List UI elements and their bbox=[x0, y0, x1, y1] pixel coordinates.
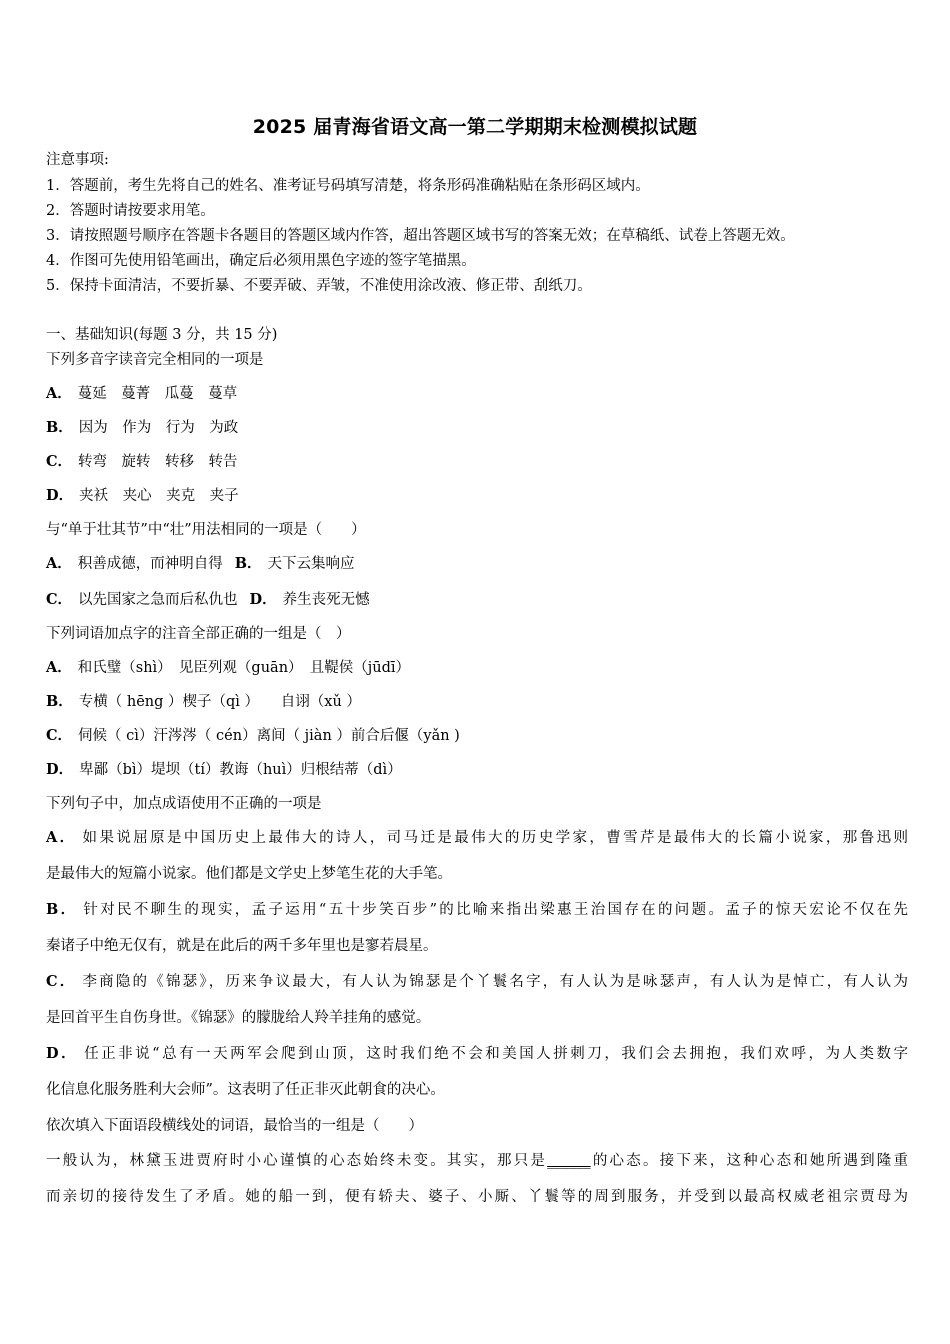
option-text: 和氏璧（shì） 见臣列观（guān） 且鞮侯（jūdī） bbox=[77, 660, 411, 676]
option-label: D． bbox=[46, 761, 74, 778]
option-text: 夹袄 夹心 夹克 夹子 bbox=[79, 488, 239, 504]
question-option bbox=[46, 972, 908, 992]
option-continuation: 是最伟大的短篇小说家。他们都是文学史上梦笔生花的大手笔。 bbox=[46, 866, 452, 882]
option-label: C． bbox=[46, 591, 73, 608]
question-stem: 与“单于壮其节”中“壮”用法相同的一项是（ ） bbox=[46, 522, 366, 538]
question-option bbox=[46, 760, 908, 780]
option-continuation: 秦诸子中绝无仅有，就是在此后的两千多年里也是寥若晨星。 bbox=[46, 938, 438, 954]
option-label: C． bbox=[46, 727, 73, 744]
option-label: D． bbox=[46, 1045, 79, 1062]
question-option-row bbox=[46, 590, 908, 610]
option-text: 转弯 旋转 转移 转告 bbox=[78, 454, 238, 470]
notice-item: 4．作图可先使用铅笔画出，确定后必须用黑色字迹的签字笔描黑。 bbox=[46, 253, 476, 269]
option-text: 积善成德，而神明自得 bbox=[77, 556, 223, 572]
option-label: C． bbox=[46, 453, 73, 470]
question-stem: 下列词语加点字的注音全部正确的一组是（ ） bbox=[46, 626, 351, 642]
section-header: 一、基础知识(每题 3 分，共 15 分) bbox=[46, 327, 278, 343]
option-label: D． bbox=[249, 591, 277, 608]
question-stem: 下列句子中，加点成语使用不正确的一项是 bbox=[46, 796, 322, 812]
notice-item: 1．答题前，考生先将自己的姓名、准考证号码填写清楚，将条形码准确粘贴在条形码区域内。 bbox=[46, 178, 650, 194]
option-label: A． bbox=[46, 555, 72, 572]
option-label: B． bbox=[234, 555, 262, 572]
option-label: A． bbox=[46, 829, 77, 846]
option-text: 以先国家之急而后私仇也 bbox=[78, 592, 238, 608]
option-label: A． bbox=[46, 385, 72, 402]
question-option bbox=[46, 828, 908, 848]
question-option bbox=[46, 384, 908, 404]
option-text: 针对民不聊生的现实，孟子运用“五十步笑百步”的比喻来指出梁惠王治国存在的问题。孟子的惊天宏论不仅在先 bbox=[83, 902, 908, 918]
passage-line bbox=[46, 1151, 908, 1171]
question-option bbox=[46, 486, 908, 506]
notice-item: 2．答题时请按要求用笔。 bbox=[46, 203, 215, 219]
option-text: 天下云集响应 bbox=[267, 556, 355, 572]
option-label: B． bbox=[46, 693, 73, 710]
option-label: B． bbox=[46, 901, 78, 918]
option-label: C． bbox=[46, 973, 77, 990]
option-text: 伺候（ cì）汗涔涔（ cén）离间（ jiàn ）前合后偃（yǎn ) bbox=[78, 728, 460, 744]
option-continuation: 是回首平生自伤身世。《锦瑟》的朦胧给人羚羊挂角的感觉。 bbox=[46, 1010, 431, 1026]
question-option bbox=[46, 726, 908, 746]
notice-item: 3．请按照题号顺序在答题卡各题目的答题区域内作答，超出答题区域书写的答案无效；在草稿纸、试卷上答题无效。 bbox=[46, 228, 795, 244]
option-text: 专横（ hēng ）楔子（qì ） 自诩（xǔ ） bbox=[78, 694, 361, 710]
option-continuation: 化信息化服务胜利大会师”。这表明了任正非灭此朝食的决心。 bbox=[46, 1082, 445, 1098]
notice-heading: 注意事项: bbox=[46, 152, 109, 168]
question-stem: 依次填入下面语段横线处的词语，最恰当的一组是（ ） bbox=[46, 1118, 423, 1134]
page-title: 2025 届青海省语文高一第二学期期末检测模拟试题 bbox=[252, 116, 698, 138]
question-option-row bbox=[46, 554, 908, 574]
passage-line: 而亲切的接待发生了矛盾。她的船一到，便有轿夫、婆子、小厮、丫鬟等的周到服务，并受到以最高权威老祖宗贾母为 bbox=[46, 1189, 908, 1205]
option-text: 任正非说“总有一天两军会爬到山顶，这时我们绝不会和美国人拼刺刀，我们会去拥抱，我们欢呼，为人类数字 bbox=[84, 1046, 908, 1062]
option-text: 蔓延 蔓菁 瓜蔓 蔓草 bbox=[77, 386, 238, 402]
option-text: 养生丧死无憾 bbox=[282, 592, 370, 608]
question-option bbox=[46, 900, 908, 920]
option-label: B． bbox=[46, 419, 73, 436]
option-text: 因为 作为 行为 为政 bbox=[78, 420, 239, 436]
question-option bbox=[46, 658, 908, 678]
question-option bbox=[46, 452, 908, 472]
passage-text: 的心态。接下来，这种心态和她所遇到隆重 bbox=[590, 1153, 909, 1169]
question-stem: 下列多音字读音完全相同的一项是 bbox=[46, 352, 264, 368]
option-text: 李商隐的《锦瑟》，历来争议最大，有人认为锦瑟是个丫鬟名字，有人认为是咏瑟声，有人认为是悼亡，有人认为 bbox=[82, 974, 909, 990]
question-option bbox=[46, 1044, 908, 1064]
question-option bbox=[46, 418, 908, 438]
option-label: D． bbox=[46, 487, 74, 504]
passage-text: 一般认为，林黛玉进贾府时小心谨慎的心态始终未变。其实，那只是 bbox=[46, 1153, 548, 1169]
fill-blank: ______ bbox=[547, 1153, 591, 1169]
option-text: 卑鄙（bì）堤坝（tí）教诲（huì）归根结蒂（dì） bbox=[79, 762, 402, 778]
question-option bbox=[46, 692, 908, 712]
option-text: 如果说屈原是中国历史上最伟大的诗人，司马迁是最伟大的历史学家，曹雪芹是最伟大的长篇小说家，那鲁迅则 bbox=[82, 830, 908, 846]
option-label: A． bbox=[46, 659, 72, 676]
notice-item: 5．保持卡面清洁，不要折暴、不要弄破、弄皱，不准使用涂改液、修正带、刮纸刀。 bbox=[46, 278, 592, 294]
